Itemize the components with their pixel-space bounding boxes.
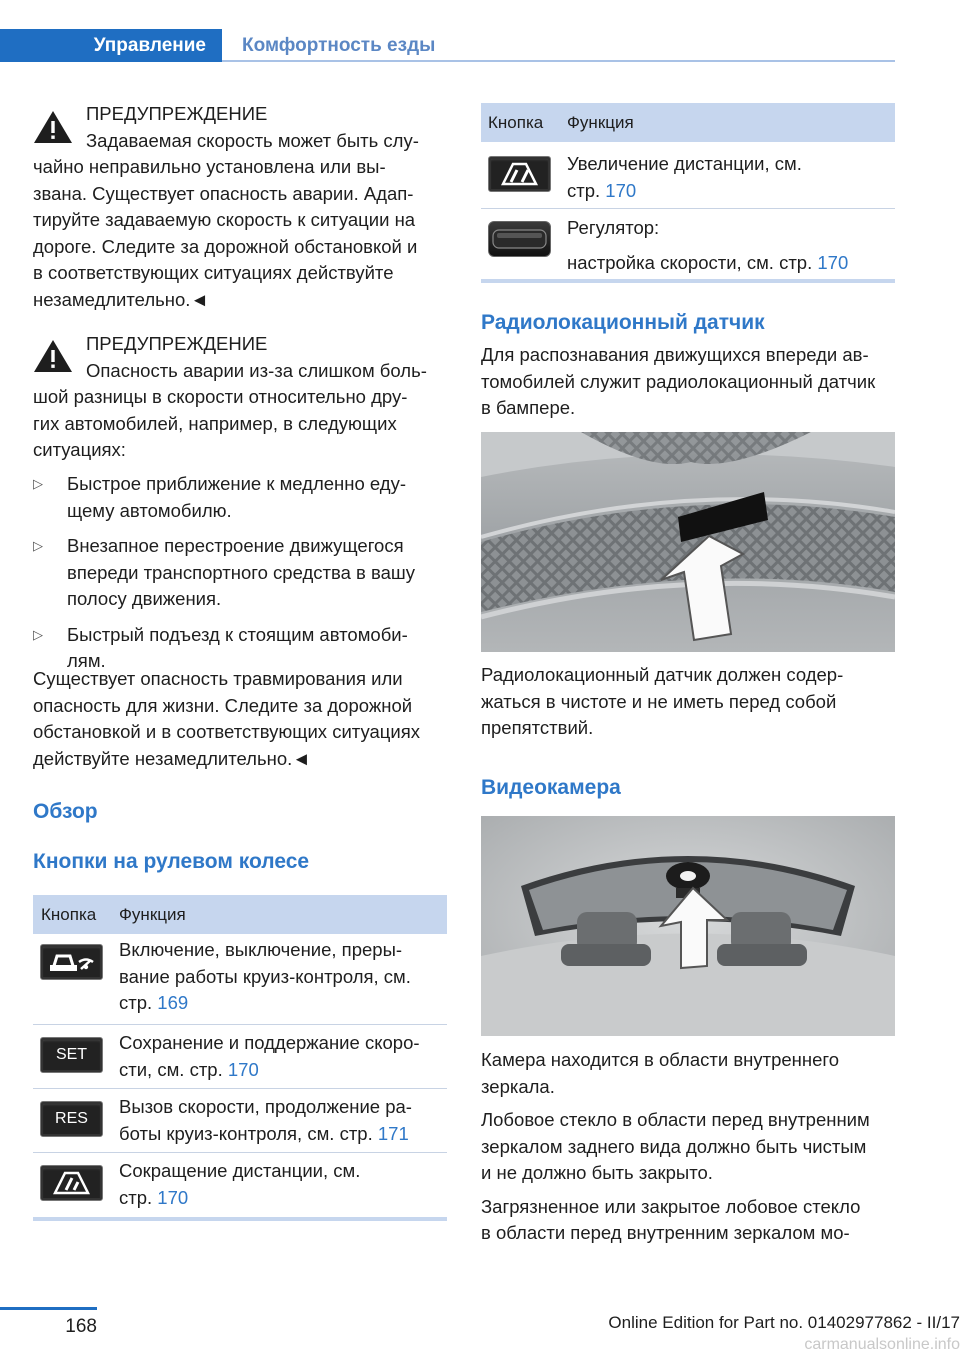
- warning-line: чайно неправильно установлена или вы-: [33, 156, 386, 177]
- warning-line: шой разницы в скорости относительно дру-: [33, 386, 408, 407]
- steering-buttons-table: [33, 895, 447, 1221]
- table-row: Регулятор: настройка скорости, см. стр. 170: [481, 209, 895, 279]
- header-section-tab[interactable]: Управление: [0, 29, 222, 62]
- table-row: Включение, выключение, преры- вание работы круиз-контроля, см. стр. 169: [33, 934, 447, 1025]
- warning-title: ПРЕДУПРЕЖДЕНИЕ: [86, 103, 268, 124]
- rocker-switch-icon: [489, 222, 550, 256]
- page-link[interactable]: 170: [817, 251, 849, 273]
- footer-line: [0, 1307, 97, 1310]
- page-link[interactable]: 170: [157, 1186, 189, 1208]
- table-row: Сокращение дистанции, см. стр. 170: [33, 1153, 447, 1217]
- rocker-switch-image: [488, 221, 551, 257]
- table-end-bar: [33, 1217, 447, 1221]
- warning-triangle-icon: [33, 339, 73, 373]
- edition-text: Online Edition for Part no. 01402977862 - II/17: [608, 1313, 960, 1332]
- list-item: ▷ Внезапное перестроение движущегося впереди транспортного средства в вашу полосу движения.: [33, 535, 415, 609]
- radar-sensor-photo: [481, 432, 895, 652]
- column-header-button: Кнопка: [488, 113, 544, 132]
- page-link[interactable]: 171: [377, 1122, 409, 1144]
- warning-line: звана. Существует опасность аварии. Адап-: [33, 182, 414, 204]
- warning-line: действуйте незамедлительно.◄: [33, 747, 311, 769]
- list-item: ▷ Быстрое приближение к медленно еду- щему автомобилю.: [33, 473, 407, 521]
- distance-increase-button-image: [488, 156, 551, 192]
- steering-buttons-table-continued: [481, 103, 895, 283]
- table-row: SET Сохранение и поддержание скоро- сти, см. стр. 170: [33, 1025, 447, 1089]
- set-button-image: SET: [40, 1037, 103, 1073]
- warning-line: ситуациях:: [33, 439, 126, 460]
- page-link[interactable]: 170: [605, 179, 637, 201]
- page-link[interactable]: 170: [227, 1058, 259, 1080]
- bullet-triangle-icon: ▷: [33, 626, 43, 642]
- distance-decrease-button-image: [40, 1165, 103, 1201]
- cruise-control-icon: [41, 945, 102, 979]
- warning-first-line: Задаваемая скорость может быть слу-: [86, 129, 419, 151]
- distance-increase-icon: [489, 157, 550, 191]
- header-underline: [222, 60, 895, 62]
- warning-first-line: Опасность аварии из-за слишком боль-: [86, 359, 427, 381]
- warning-line: незамедлительно.◄: [33, 288, 209, 310]
- table-end-bar: [481, 279, 895, 283]
- table-row: Увеличение дистанции, см. стр. 170: [481, 142, 895, 209]
- warning-line: гих автомобилей, например, в следующих: [33, 412, 397, 434]
- page-link[interactable]: 169: [157, 992, 189, 1013]
- distance-decrease-icon: [41, 1166, 102, 1200]
- overview-heading: Обзор: [33, 800, 98, 823]
- bullet-triangle-icon: ▷: [33, 476, 43, 491]
- warning-title: ПРЕДУПРЕЖДЕНИЕ: [86, 333, 268, 354]
- cruise-control-button-image: [40, 944, 103, 980]
- watermark: carmanualsonline.info: [804, 1336, 960, 1353]
- camera-heading: Видеокамера: [481, 776, 621, 799]
- radar-heading: Радиолокационный датчик: [481, 311, 765, 334]
- warning-line: Существует опасность травмирования или: [33, 668, 403, 689]
- page-number: 168: [65, 1316, 97, 1337]
- column-header-function: Функция: [567, 113, 634, 132]
- warning-line: дороге. Следите за дорожной обстановкой и: [33, 235, 418, 257]
- column-header-function: Функция: [119, 905, 186, 924]
- table-header: [481, 103, 895, 142]
- camera-photo: [481, 816, 895, 1036]
- table-row: RES Вызов скорости, продолжение ра- боты круиз-контроля, см. стр. 171: [33, 1089, 447, 1153]
- warning-triangle-icon: [33, 110, 73, 144]
- warning-line: опасность для жизни. Следите за дорожной: [33, 694, 413, 716]
- column-header-button: Кнопка: [41, 905, 97, 924]
- res-button-image: RES: [40, 1101, 103, 1137]
- warning-line: обстановкой и в соответствующих ситуациях: [33, 721, 420, 742]
- warning-line: тируйте задаваемую скорость к ситуации на: [33, 209, 416, 230]
- table-header: [33, 895, 447, 934]
- list-item: ▷ Быстрый подъезд к стоящим автомоби- лям.: [33, 623, 408, 671]
- steering-buttons-heading: Кнопки на рулевом колесе: [33, 850, 310, 873]
- warning-line: в соответствующих ситуациях действуйте: [33, 262, 394, 283]
- header-subsection-tab[interactable]: Комфортность езды: [222, 29, 895, 62]
- bullet-triangle-icon: ▷: [33, 538, 43, 553]
